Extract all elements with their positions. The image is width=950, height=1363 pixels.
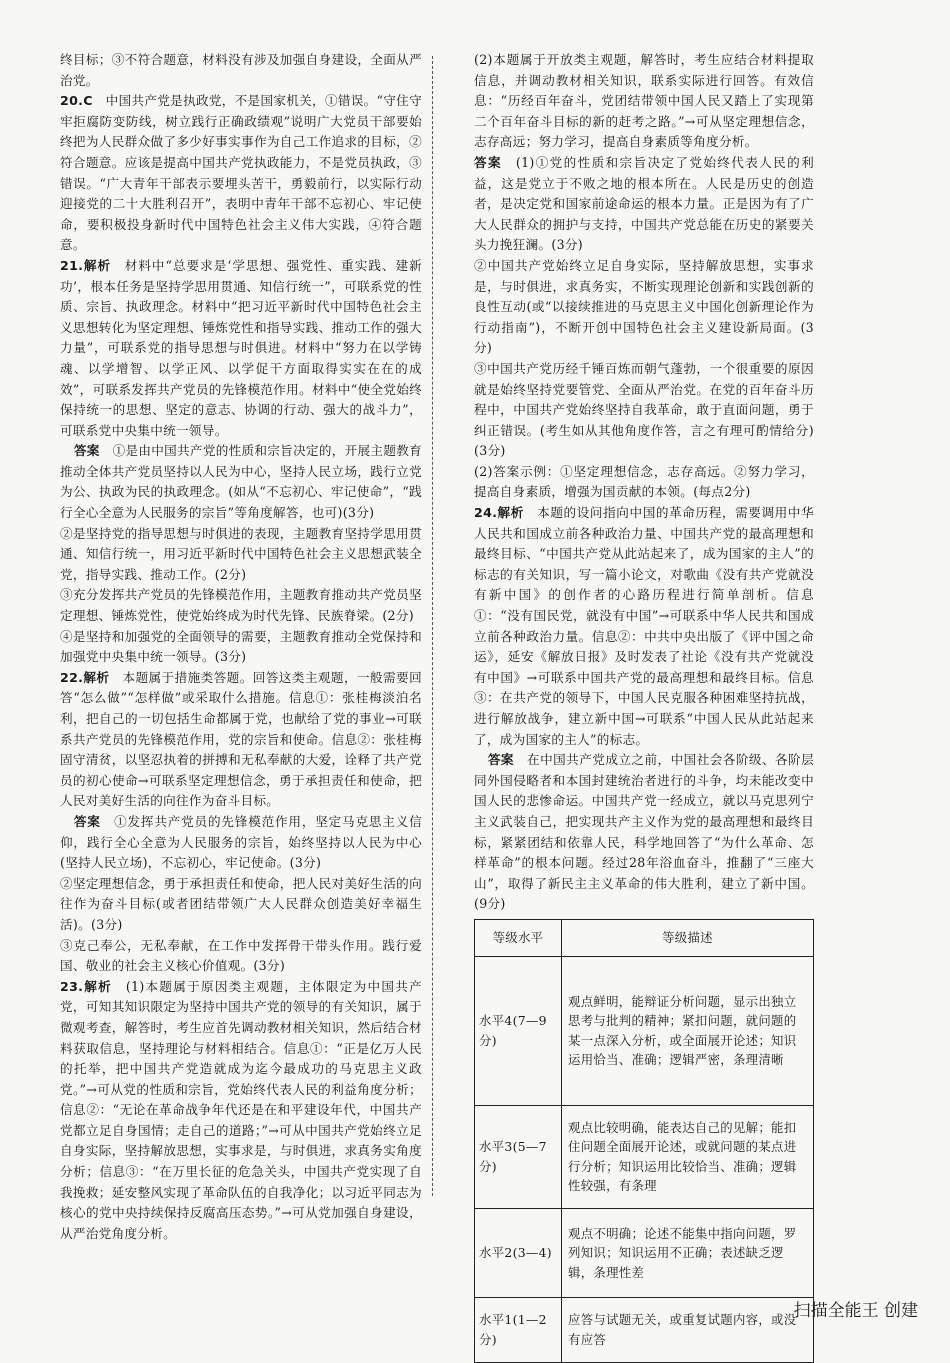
intro-text: 终目标；③不符合题意，材料没有涉及加强自身建设，全面从严治党。 xyxy=(60,52,422,88)
question-23-number: 23. xyxy=(60,978,84,994)
question-21-answer-2: ②是坚持党的指导思想与时俱进的表现，主题教育坚持学思用贯通、知信行统一，用习近平新时代中国特色社会主义思想武装全党，指导实践、推动工作。(2分) xyxy=(60,525,422,582)
question-22-answer-2: ②坚定理想信念，勇于承担责任和使命，把人民对美好生活的向往作为奋斗目标(或者团结带领广大人民群众创造美好幸福生活)。(3分) xyxy=(60,875,422,932)
question-23-answer-1 xyxy=(474,153,814,256)
question-23-analysis-label: 解析 xyxy=(83,978,112,994)
question-22-number: 22. xyxy=(60,669,84,685)
grading-table xyxy=(474,919,814,1363)
table-row xyxy=(475,956,814,1105)
grade-level: 水平2(3—4) xyxy=(475,1208,562,1297)
scanner-watermark: 扫描全能王 创建 xyxy=(793,1301,918,1321)
question-21-analysis-label: 解析 xyxy=(83,257,112,273)
question-23-answer-label: 答案 xyxy=(474,154,502,170)
question-24-analysis xyxy=(474,503,814,750)
question-21-analysis-text: 材料中“总要求是‘学思想、强党性、重实践、建新功’，根本任务是坚持学思用贯通、知信行统一”，可联系党的性质、宗旨、执政理念。材料中“把习近平新时代中国特色社会主义思想转化为坚定理想、锤炼党性和指导实践、推动工作的强大力量”，可联系党的指导思想与时俱进。材料中“努力在以学铸魂、以学增智、以学正风、以学促干方面取得实实在在的成效”，可联系发挥共产党员的先锋模范作用。材料中“使全党始终保持统一的思想、坚定的意志、协调的行动、强大的战斗力”，可联系党中央集中统一领导。 xyxy=(60,257,422,438)
question-22-analysis-text: 本题属于措施类答题。回答这类主观题，一般需要回答“怎么做”“怎样做”或采取什么措施。信息①：张桂梅淡泊名利，把自己的一切包括生命都属于党，也献给了党的事业→可联系共产党员的先锋模范作用，党的宗旨和使命。信息②：张桂梅固守清贫，以坚忍执着的拼搏和无私奉献的大爱，诠释了共产党员的初心使命→可联系坚定理想信念，勇于承担责任和使命，把人民对美好生活的向往作为奋斗目标。 xyxy=(60,669,422,809)
question-24-answer-label: 答案 xyxy=(487,752,514,768)
table-row xyxy=(475,1105,814,1208)
grade-level: 水平3(5—7分) xyxy=(475,1105,562,1208)
question-24-answer xyxy=(474,750,814,915)
question-21-analysis xyxy=(60,256,422,441)
question-24-answer-text: 在中国共产党成立之前，中国社会各阶级、各阶层同外国侵略者和本国封建统治者进行的斗争，均未能改变中国人民的悲惨命运。中国共产党一经成立，就以马克思列宁主义武装自己，把实现共产主义作为党的最高理想和最终目标，紧紧团结和依靠人民，科学地回答了“为什么革命、怎样革命”的根本问题。经过28年浴血奋斗，推翻了“三座大山”，取得了新民主主义革命的伟大胜利，建立了新中国。(9分) xyxy=(474,752,814,912)
question-23-analysis xyxy=(60,977,422,1245)
question-23-answer-1-text: (1)①党的性质和宗旨决定了党始终代表人民的利益，这是党立于不败之地的根本所在。人民是历史的创造者，是决定党和国家前途命运的根本力量。正是因为有了广大人民群众的拥护与支持，中国共产党总能在历史的紧要关头力挽狂澜。(3分) xyxy=(474,154,814,253)
grade-level: 水平1(1—2分) xyxy=(475,1297,562,1362)
question-23-answer-3: ③中国共产党历经千锤百炼而朝气蓬勃，一个很重要的原因就是始终坚持党要管党、全面从严治党。在党的百年奋斗历程中，中国共产党始终坚持自我革命，敢于直面问题，勇于纠正错误。(考生如从其他角度作答，言之有理可酌情给分)(3分) xyxy=(474,360,814,459)
question-24-number: 24. xyxy=(474,505,498,521)
question-22-analysis xyxy=(60,668,422,812)
table-row xyxy=(475,1208,814,1297)
question-22-answer-label: 答案 xyxy=(73,813,101,829)
question-20-text: 中国共产党是执政党，不是国家机关，①错误。“守住守牢拒腐防变防线，树立践行正确政绩观”说明广大党员干部要始终把为人民群众做了多少好事实事作为自己工作追求的目标，②符合题意。应该是提高中国共产党执政能力，不是党员执政，③错误。“广大青年干部表示要埋头苦干，勇毅前行，以实际行动迎接党的二十大胜利召开”，表明中青年干部不忘初心、牢记使命，要积极投身新时代中国特色社会主义伟大实践，④符合题意。 xyxy=(60,93,422,253)
question-21-answer-label: 答案 xyxy=(73,443,100,459)
question-21-answer-3: ③充分发挥共产党员的先锋模范作用，主题教育推动共产党员坚定理想、锤炼党性，使党始终成为时代先锋、民族脊梁。(2分) xyxy=(60,587,422,624)
grade-level: 水平4(7—9分) xyxy=(475,956,562,1105)
question-23-analysis-text: (1)本题属于原因类主观题，主体限定为中国共产党，可知其知识限定为坚持中国共产党的领导的有关知识，属于微观考查，解答时，考生应首先调动教材相关知识，然后结合材料获取信息，坚持理论与材料相结合。信息①：“正是亿万人民的托举，把中国共产党造就成为迄今最成功的马克思主义政党。”→可从党的性质和宗旨，党始终代表人民的利益角度分析；信息②：“无论在革命战争年代还是在和平建设年代，中国共产党都立足自身国情；走自己的道路；”→可从中国共产党始终立足自身实际，坚持解放思想，实事求是，与时俱进，求真务实角度分析；信息③：“在万里长征的危急关头，中国共产党实现了自我挽救；延安整风实现了革命队伍的自我净化；以习近平同志为核心的党中央持续保持反腐高压态势。”→可从党加强自身建设，从严治党角度分析。 xyxy=(60,978,422,1241)
question-22-analysis-label: 解析 xyxy=(83,669,110,685)
question-21-number: 21. xyxy=(60,257,84,273)
grading-table-header xyxy=(475,919,814,956)
question-21-answer-1 xyxy=(60,441,422,523)
table-row xyxy=(475,1297,814,1362)
left-column xyxy=(60,50,422,1244)
question-23-part-2-analysis: (2)本题属于开放类主观题，解答时，考生应结合材料提取信息，并调动教材相关知识，联系实际进行回答。有效信息：“历经百年奋斗，党团结带领中国人民又踏上了实现第二个百年奋斗目标的新的赶考之路。”→可从坚定理想信念，志存高远；努力学习，提高自身素质等角度分析。 xyxy=(474,52,814,150)
right-column xyxy=(474,50,814,1363)
question-24-analysis-label: 解析 xyxy=(497,505,524,521)
grade-description: 应答与试题无关，或重复试题内容，或没有应答 xyxy=(562,1297,814,1362)
grade-description: 观点不明确；论述不能集中指向问题，罗列知识；知识运用不正确；表述缺乏逻辑，条理性差 xyxy=(562,1208,814,1297)
question-21-answer-1-text: ①是由中国共产党的性质和宗旨决定的，开展主题教育推动全体共产党员坚持以人民为中心，坚持人民立场，践行立党为公、执政为民的执政理念。(如从“不忘初心、牢记使命”，“践行全心全意为人民服务的宗旨”等角度解答，也可)(3分) xyxy=(60,443,423,521)
question-23-answer-4: (2)答案示例：①坚定理想信念，志存高远。②努力学习，提高自身素质，增强为国贡献的本领。(每点2分) xyxy=(474,463,814,500)
question-21-answer-4: ④是坚持和加强党的全面领导的需要，主题教育推动全党保持和加强党中央集中统一领导。(3分) xyxy=(60,628,422,665)
question-24-analysis-text: 本题的设问指向中国的革命历程，需要调用中华人民共和国成立前各种政治力量、中国共产党的最高理想和最终目标、“中国共产党从此站起来了，成为国家的主人”的标志的有关知识，写一篇小论文，对歌曲《没有共产党就没有新中国》的创作者的心路历程进行简单剖析。信息①：“没有国民党，就没有中国”→可联系中华人民共和国成立前各种政治力量。信息②：中共中央出版了《评中国之命运》，延安《解放日报》及时发表了社论《没有共产党就没有中国》→可联系中国共产党的最高理想和最终目标。信息③：在共产党的领导下，中国人民克服各种困难坚持抗战，进行解放战争，建立新中国→可联系“中国人民从此站起来了，成为国家的主人”的标志。 xyxy=(474,505,814,747)
table-header-level: 等级水平 xyxy=(475,919,562,956)
grade-description: 观点比较明确，能表达自己的见解；能扣住问题全面展开论述，或就问题的某点进行分析；知识运用比较恰当、准确；逻辑性较强，有条理 xyxy=(562,1105,814,1208)
grade-description: 观点鲜明，能辩证分析问题，显示出独立思考与批判的精神；紧扣问题，就问题的某一点深入分析，或全面展开论述；知识运用恰当、准确；逻辑严密，条理清晰 xyxy=(562,956,814,1105)
question-20 xyxy=(60,91,422,256)
question-22-answer-3: ③克己奉公，无私奉献，在工作中发挥骨干带头作用。践行爱国、敬业的社会主义核心价值观。(3分) xyxy=(60,937,422,974)
column-divider xyxy=(432,56,433,1196)
question-20-number: 20.C xyxy=(60,93,93,109)
question-23-answer-2: ②中国共产党始终立足自身实际，坚持解放思想，实事求是，与时俱进，求真务实，不断实现理论创新和实践创新的良性互动(或“以接续推进的马克思主义中国化创新理论作为行动指南”)，不断开创中国特色社会主义建设新局面。(3分) xyxy=(474,257,814,356)
question-22-answer-1 xyxy=(60,812,422,874)
question-22-answer-1-text: ①发挥共产党员的先锋模范作用，坚定马克思主义信仰，践行全心全意为人民服务的宗旨，始终坚持以人民为中心(坚持人民立场)，不忘初心，牢记使命。(3分) xyxy=(60,813,422,871)
table-header-description: 等级描述 xyxy=(562,919,814,956)
